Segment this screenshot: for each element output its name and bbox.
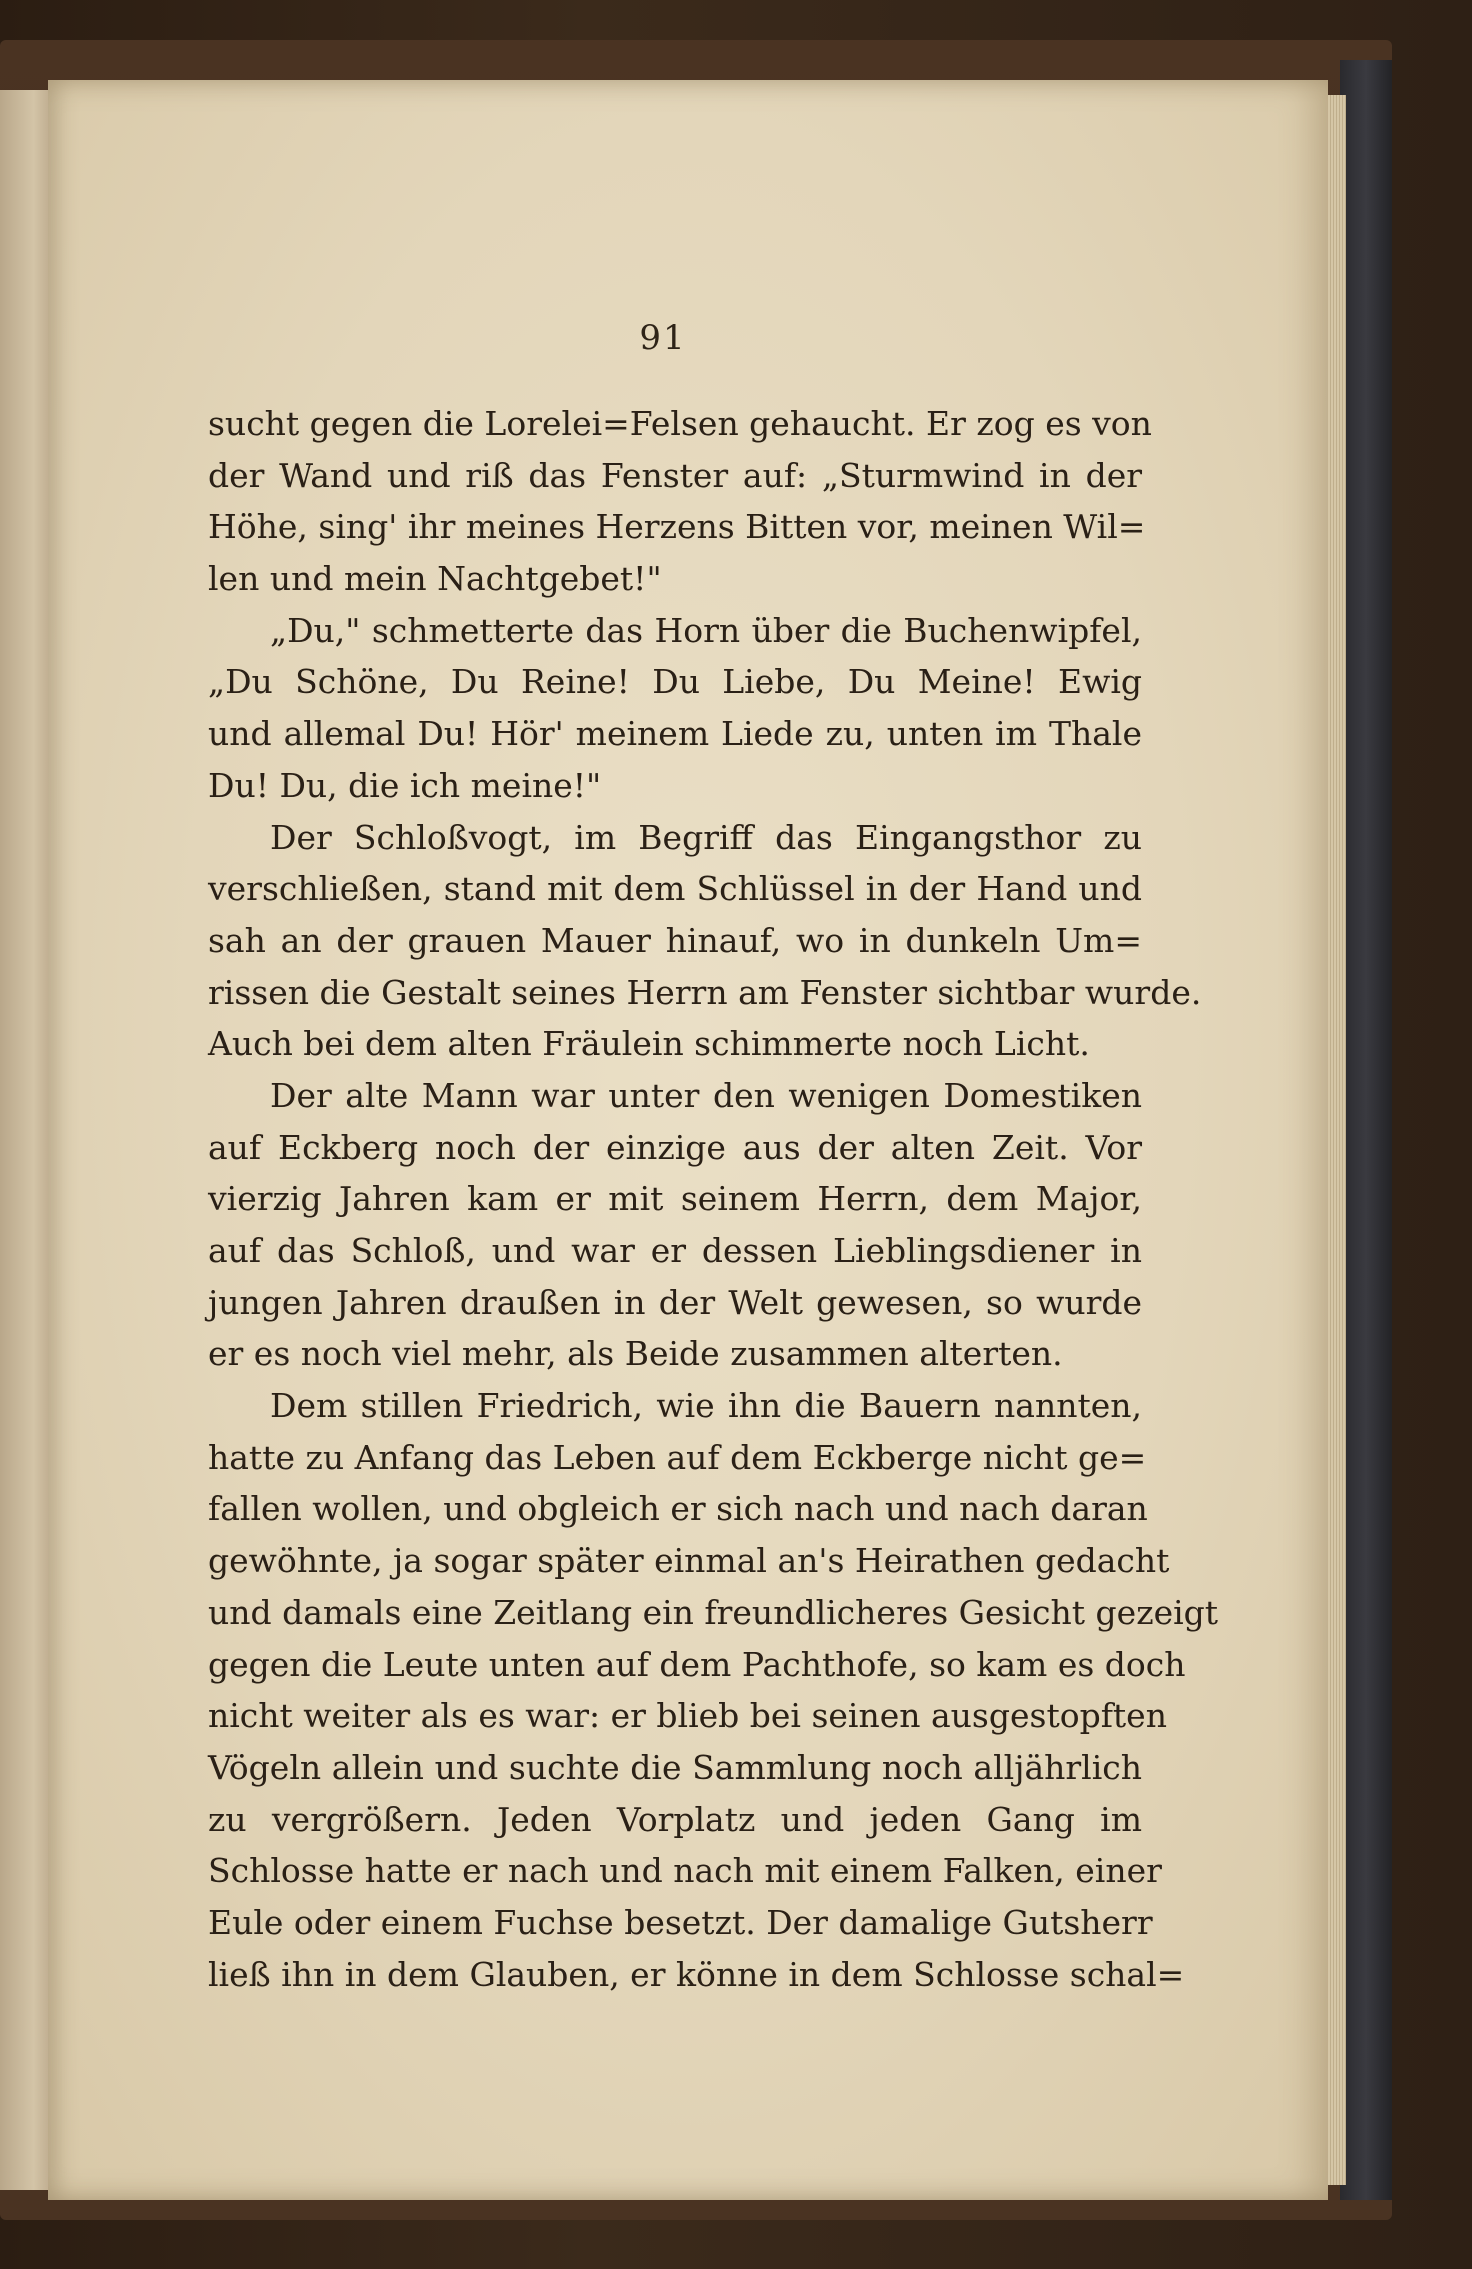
text-line: gewöhnte, ja sogar später einmal an's Heirathen gedacht [208,1541,1170,1581]
text-line: fallen wollen, und obgleich er sich nach und nach daran [208,1489,1148,1529]
text-line: verschließen, stand mit dem Schlüssel in der Hand und [208,869,1142,909]
text-line: auf Eckberg noch der einzige aus der alten Zeit. Vor [208,1127,1142,1167]
text-line: Vögeln allein und suchte die Sammlung noch alljährlich [208,1747,1142,1787]
text-line: hatte zu Anfang das Leben auf dem Eckberge nicht ge= [208,1437,1147,1477]
text-line: rissen die Gestalt seines Herrn am Fenster sichtbar wurde. [208,972,1202,1012]
text-line: len und mein Nachtgebet!" [208,559,662,599]
text-line: „Du Schöne, Du Reine! Du Liebe, Du Meine! Ewig [208,662,1142,702]
text-line: gegen die Leute unten auf dem Pachthofe, so kam es doch [208,1644,1186,1684]
text-line: und damals eine Zeitlang ein freundlicheres Gesicht gezeigt [208,1592,1219,1632]
text-line: Der Schloßvogt, im Begriff das Eingangsthor zu [270,817,1142,857]
text-line: Auch bei dem alten Fräulein schimmerte noch Licht. [208,1024,1090,1064]
text-line: und allemal Du! Hör' meinem Liede zu, unten im Thale [208,714,1142,754]
text-line: ließ ihn in dem Glauben, er könne in dem Schlosse schal= [208,1954,1185,1994]
page-number: 91 [639,318,687,358]
text-line: sah an der grauen Mauer hinauf, wo in dunkeln Um= [208,920,1142,960]
text-line: Der alte Mann war unter den wenigen Domestiken [270,1075,1142,1115]
book-spine-edge [1340,60,1392,2200]
text-line: nicht weiter als es war: er blieb bei seinen ausgestopften [208,1696,1167,1736]
text-line: Du! Du, die ich meine!" [208,765,602,805]
left-page-edge [0,90,48,2190]
text-line: Eule oder einem Fuchse besetzt. Der damalige Gutsherr [208,1902,1153,1942]
text-line: jungen Jahren draußen in der Welt gewesen, so wurde [208,1282,1142,1322]
page-text [208,398,1219,2000]
text-line: vierzig Jahren kam er mit seinem Herrn, dem Major, [208,1179,1142,1219]
text-line: Höhe, sing' ihr meines Herzens Bitten vor, meinen Wil= [208,507,1146,547]
book-page [48,80,1328,2200]
text-line: der Wand und riß das Fenster auf: „Sturmwind in der [208,455,1142,495]
text-line: „Du," schmetterte das Horn über die Buchenwipfel, [270,610,1142,650]
text-line: sucht gegen die Lorelei=Felsen gehaucht. Er zog es von [208,404,1152,443]
text-line: auf das Schloß, und war er dessen Lieblingsdiener in [208,1231,1142,1270]
text-line: zu vergrößern. Jeden Vorplatz und jeden Gang im [208,1799,1142,1839]
page-stack-edge [1328,95,1346,2185]
text-line: Dem stillen Friedrich, wie ihn die Bauern nannten, [270,1386,1142,1426]
text-line: Schlosse hatte er nach und nach mit einem Falken, einer [208,1851,1162,1891]
text-line: er es noch viel mehr, als Beide zusammen alterten. [208,1334,1063,1374]
